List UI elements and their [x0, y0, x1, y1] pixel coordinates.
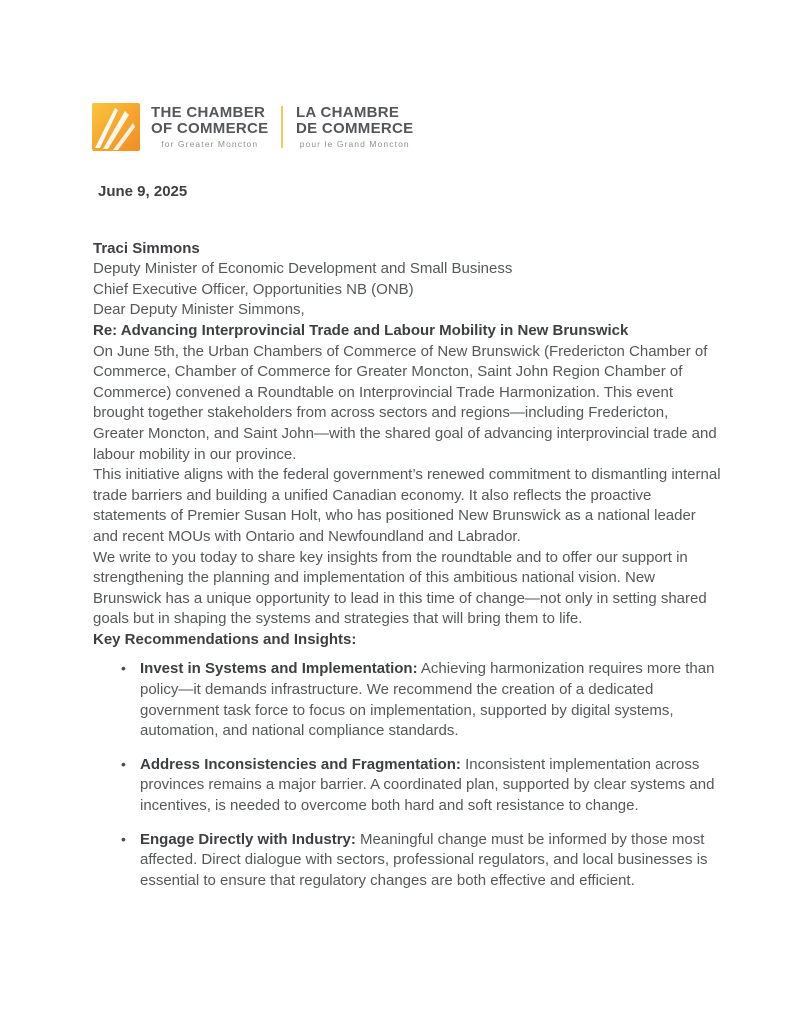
logo-text-english	[151, 105, 268, 149]
bullet-lead: Invest in Systems and Implementation:	[140, 660, 418, 678]
logo-fr-line1: LA CHAMBRE	[295, 104, 400, 121]
logo-fr-tagline: pour le Grand Moncton	[299, 139, 410, 149]
letter-body	[93, 182, 721, 891]
recipient-title-1: Deputy Minister of Economic Development and Small Business	[93, 260, 513, 278]
bullet-text: Meaningful change must be informed by those most affected. Direct dialogue with sectors, professional regulators, and local businesses is essential to ensure that regulatory changes are both effective and efficient.	[140, 830, 708, 889]
paragraph-3: We write to you today to share key insights from the roundtable and to offer our support in strengthening the planning and implementation of this ambitious national vision. New Brunswick has a unique opportunity to lead in this time of change—not only in setting shared goals but in shaping the systems and strategies that will bring them to life.	[93, 548, 707, 628]
letter-date: June 9, 2025	[98, 183, 188, 200]
recipient-name: Traci Simmons	[93, 239, 200, 257]
logo-en-line2: OF COMMERCE	[151, 119, 269, 137]
bullet-lead: Engage Directly with Industry:	[140, 830, 356, 848]
subject-line: Re: Advancing Interprovincial Trade and Labour Mobility in New Brunswick	[93, 321, 629, 339]
recommendations-list	[120, 659, 721, 891]
list-item-invest-systems	[120, 659, 718, 741]
bullet-lead: Address Inconsistencies and Fragmentation:	[140, 755, 461, 773]
section-heading: Key Recommendations and Insights:	[93, 630, 357, 648]
logo-divider	[281, 106, 283, 148]
logo-en-tagline: for Greater Moncton	[161, 139, 259, 149]
paragraph-1: On June 5th, the Urban Chambers of Commerce of New Brunswick (Fredericton Chamber of Commerce, Chamber of Commerce for Greater Moncton, Saint John Region Chamber of Commerce) convened a Roundtable on Interprovincial Trade Harmonization. This event brought together stakeholders from across sectors and regions—including Fredericton, Greater Moncton, and Saint John—with the shared goal of advancing interprovincial trade and labour mobility in our province.	[93, 342, 717, 463]
logo-text-french	[296, 105, 413, 149]
logo-rays-icon	[92, 103, 140, 151]
paragraph-2: This initiative aligns with the federal government’s renewed commitment to dismantling internal trade barriers and building a unified Canadian economy. It also reflects the proactive statements of Premier Susan Holt, who has positioned New Brunswick as a national leader and recent MOUs with Ontario and Newfoundland and Labrador.	[93, 466, 721, 545]
chamber-logo	[92, 103, 795, 151]
recipient-title-2: Chief Executive Officer, Opportunities NB (ONB)	[93, 280, 414, 298]
logo-rays-graphic	[92, 103, 140, 151]
bullet-text: Inconsistent implementation across provinces remains a major barrier. A coordinated plan, supported by clear systems and incentives, is needed to overcome both hard and soft resistance to change.	[140, 755, 715, 815]
list-item-engage-industry	[120, 830, 718, 892]
salutation: Dear Deputy Minister Simmons,	[93, 301, 305, 319]
recipient-block	[93, 239, 721, 301]
bullet-text: Achieving harmonization requires more than policy—it demands infrastructure. We recommend the creation of a dedicated government task force to focus on implementation, supported by digital systems, automation, and national compliance standards.	[140, 660, 715, 740]
logo-fr-line2: DE COMMERCE	[295, 119, 414, 137]
list-item-address-inconsistencies	[120, 755, 718, 817]
logo-en-line1: THE CHAMBER	[151, 104, 266, 121]
